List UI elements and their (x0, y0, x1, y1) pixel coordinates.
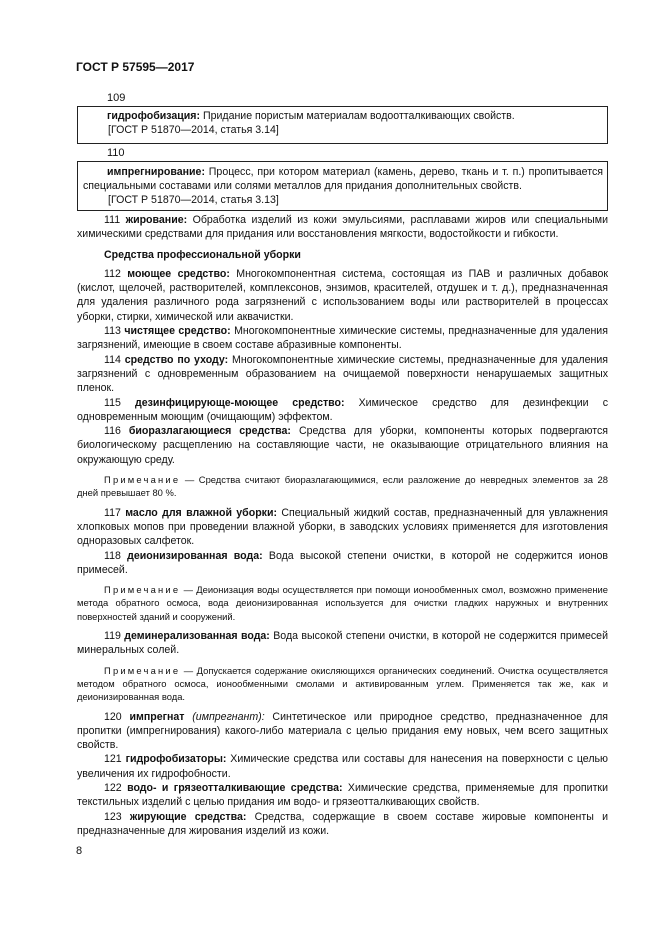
term-name: дезинфицирующе-моющее средство: (134, 396, 345, 409)
note-2: Примечание — Деионизация воды осуществляется при помощи ионообменных смол, возможно применение метода обратного осмоса, вода деионизированная используется для очистки гладких наружных и внутренних поверхностей зданий и сооружений. (77, 584, 608, 622)
entry-122: 122 водо- и грязеотталкивающие средства: Химические средства, применяемые для пропитки текстильных изделий с целью придания им водо- и грязеотталкивающих свойств. (77, 781, 608, 809)
source-reference: [ГОСТ Р 51870—2014, статья 3.14] (108, 124, 279, 137)
term-name: чистящее средство: (124, 325, 231, 338)
term-alt-name: (импрегнант): (184, 710, 265, 723)
entry-113: 113 чистящее средство: Многокомпонентные химические системы, предназначенные для удаления загрязнений, имеющие в своем составе абразивные компоненты. (77, 325, 608, 352)
term-name: водо- и грязеотталкивающие средства: (127, 781, 343, 794)
term-box-109 (77, 106, 608, 144)
entry-118: 118 деионизированная вода: Вода высокой степени очистки, в которой не содержится ионов примесей. (77, 549, 608, 576)
definition-text: Процесс, при котором материал (камень, дерево, ткань и т. п.) пропитывается специальными составами или солями металлов для придания дополнительных свойств. (83, 166, 603, 193)
entry-123: 123 жирующие средства: Средства, содержащие в своем составе жировые компоненты и предназначенные для жирования изделий из кожи. (77, 810, 608, 837)
entry-116: 116 биоразлагающиеся средства: Средства для уборки, компоненты которых подвергаются биологическому расщеплению на составляющие части, не оказывающие отрицательного влияния на окружающую среду. (77, 425, 608, 466)
page-number: 8 (76, 845, 83, 857)
entry-111: 111 жирование: Обработка изделий из кожи эмульсиями, расплавами жиров или специальными химическими средствами для придания или восстановления мягкости, водостойкости и гибкости. (77, 214, 609, 241)
term-definition (83, 109, 603, 123)
term-box-110 (77, 161, 608, 211)
source-reference: [ГОСТ Р 51870—2014, статья 3.13] (108, 194, 279, 207)
term-name: деминерализованная вода: (124, 630, 270, 643)
term-name: импрегнирование: (107, 166, 205, 178)
term-name: биоразлагающиеся средства: (128, 425, 291, 438)
note-label: Примечание (104, 474, 181, 486)
term-name: средство по уходу: (124, 353, 229, 366)
term-name: деионизированная вода: (127, 549, 263, 562)
terms-list (77, 213, 608, 838)
term-name: гидрофобизация: (107, 110, 201, 122)
term-name: жирующие средства: (129, 810, 247, 823)
term-name: масло для влажной уборки: (125, 506, 278, 519)
note-1: Примечание — Средства считают биоразлагающимися, если разложение до невредных элементов за 28 дней превышает 80 %. (77, 474, 608, 499)
entry-119: 119 деминерализованная вода: Вода высокой степени очистки, в которой не содержится примесей минеральных солей. (77, 630, 608, 657)
term-number-110: 110 (107, 147, 125, 159)
document-code: ГОСТ Р 57595—2017 (76, 60, 195, 74)
note-label: Примечание (104, 664, 181, 676)
entry-117: 117 масло для влажной уборки: Специальный жидкий состав, предназначенный для увлажнения хлопковых мопов при проведении влажной уборки, в заводских условиях применяется для изготовления одноразовых салфеток. (77, 506, 608, 548)
note-label: Примечание (104, 584, 181, 596)
entry-115: 115 дезинфицирующе-моющее средство: Химическое средство для дезинфекции с одновременным моющим (очищающим) эффектом. (77, 396, 608, 423)
entry-114: 114 средство по уходу: Многокомпонентные химические системы, предназначенные для удаления загрязнений с одновременным образованием на очищаемой поверхности ненарушаемых защитных пленок. (77, 353, 608, 395)
term-definition (83, 165, 603, 193)
section-heading: Средства профессиональной уборки (104, 248, 301, 261)
entry-121: 121 гидрофобизаторы: Химические средства или составы для нанесения на поверхности с целью увеличения их гидрофобности. (77, 753, 608, 780)
term-name: гидрофобизаторы: (125, 753, 227, 766)
term-name: жирование: (125, 214, 188, 226)
entry-120: 120 импрегнат (импрегнант): Синтетическое или природное средство, предназначенное для пропитки (импрегнирования) какого-либо материала с целью придания ему новых, чем всего защитных свойств. (77, 710, 608, 752)
term-name: моющее средство: (127, 267, 230, 280)
term-name: импрегнат (129, 710, 185, 723)
definition-text: Придание пористым материалам водоотталкивающих свойств. (200, 110, 515, 122)
term-number-109: 109 (107, 92, 126, 104)
note-3: Примечание — Допускается содержание окисляющихся органических соединений. Очистка осуществляется методом обратного осмоса, ионообменными смолами и активированным углем. Применяется так же, как и деионизированная вода. (77, 664, 608, 703)
entry-112: 112 моющее средство: Многокомпонентная система, состоящая из ПАВ и различных добавок (кислот, щелочей, растворителей, комплексонов, энзимов, красителей, отдушек и т. д.), предназначенная для удаления различного рода загрязнений с использованием воды или растворителей в процессах уборки, стирки, химической или аквачистки. (77, 267, 609, 323)
